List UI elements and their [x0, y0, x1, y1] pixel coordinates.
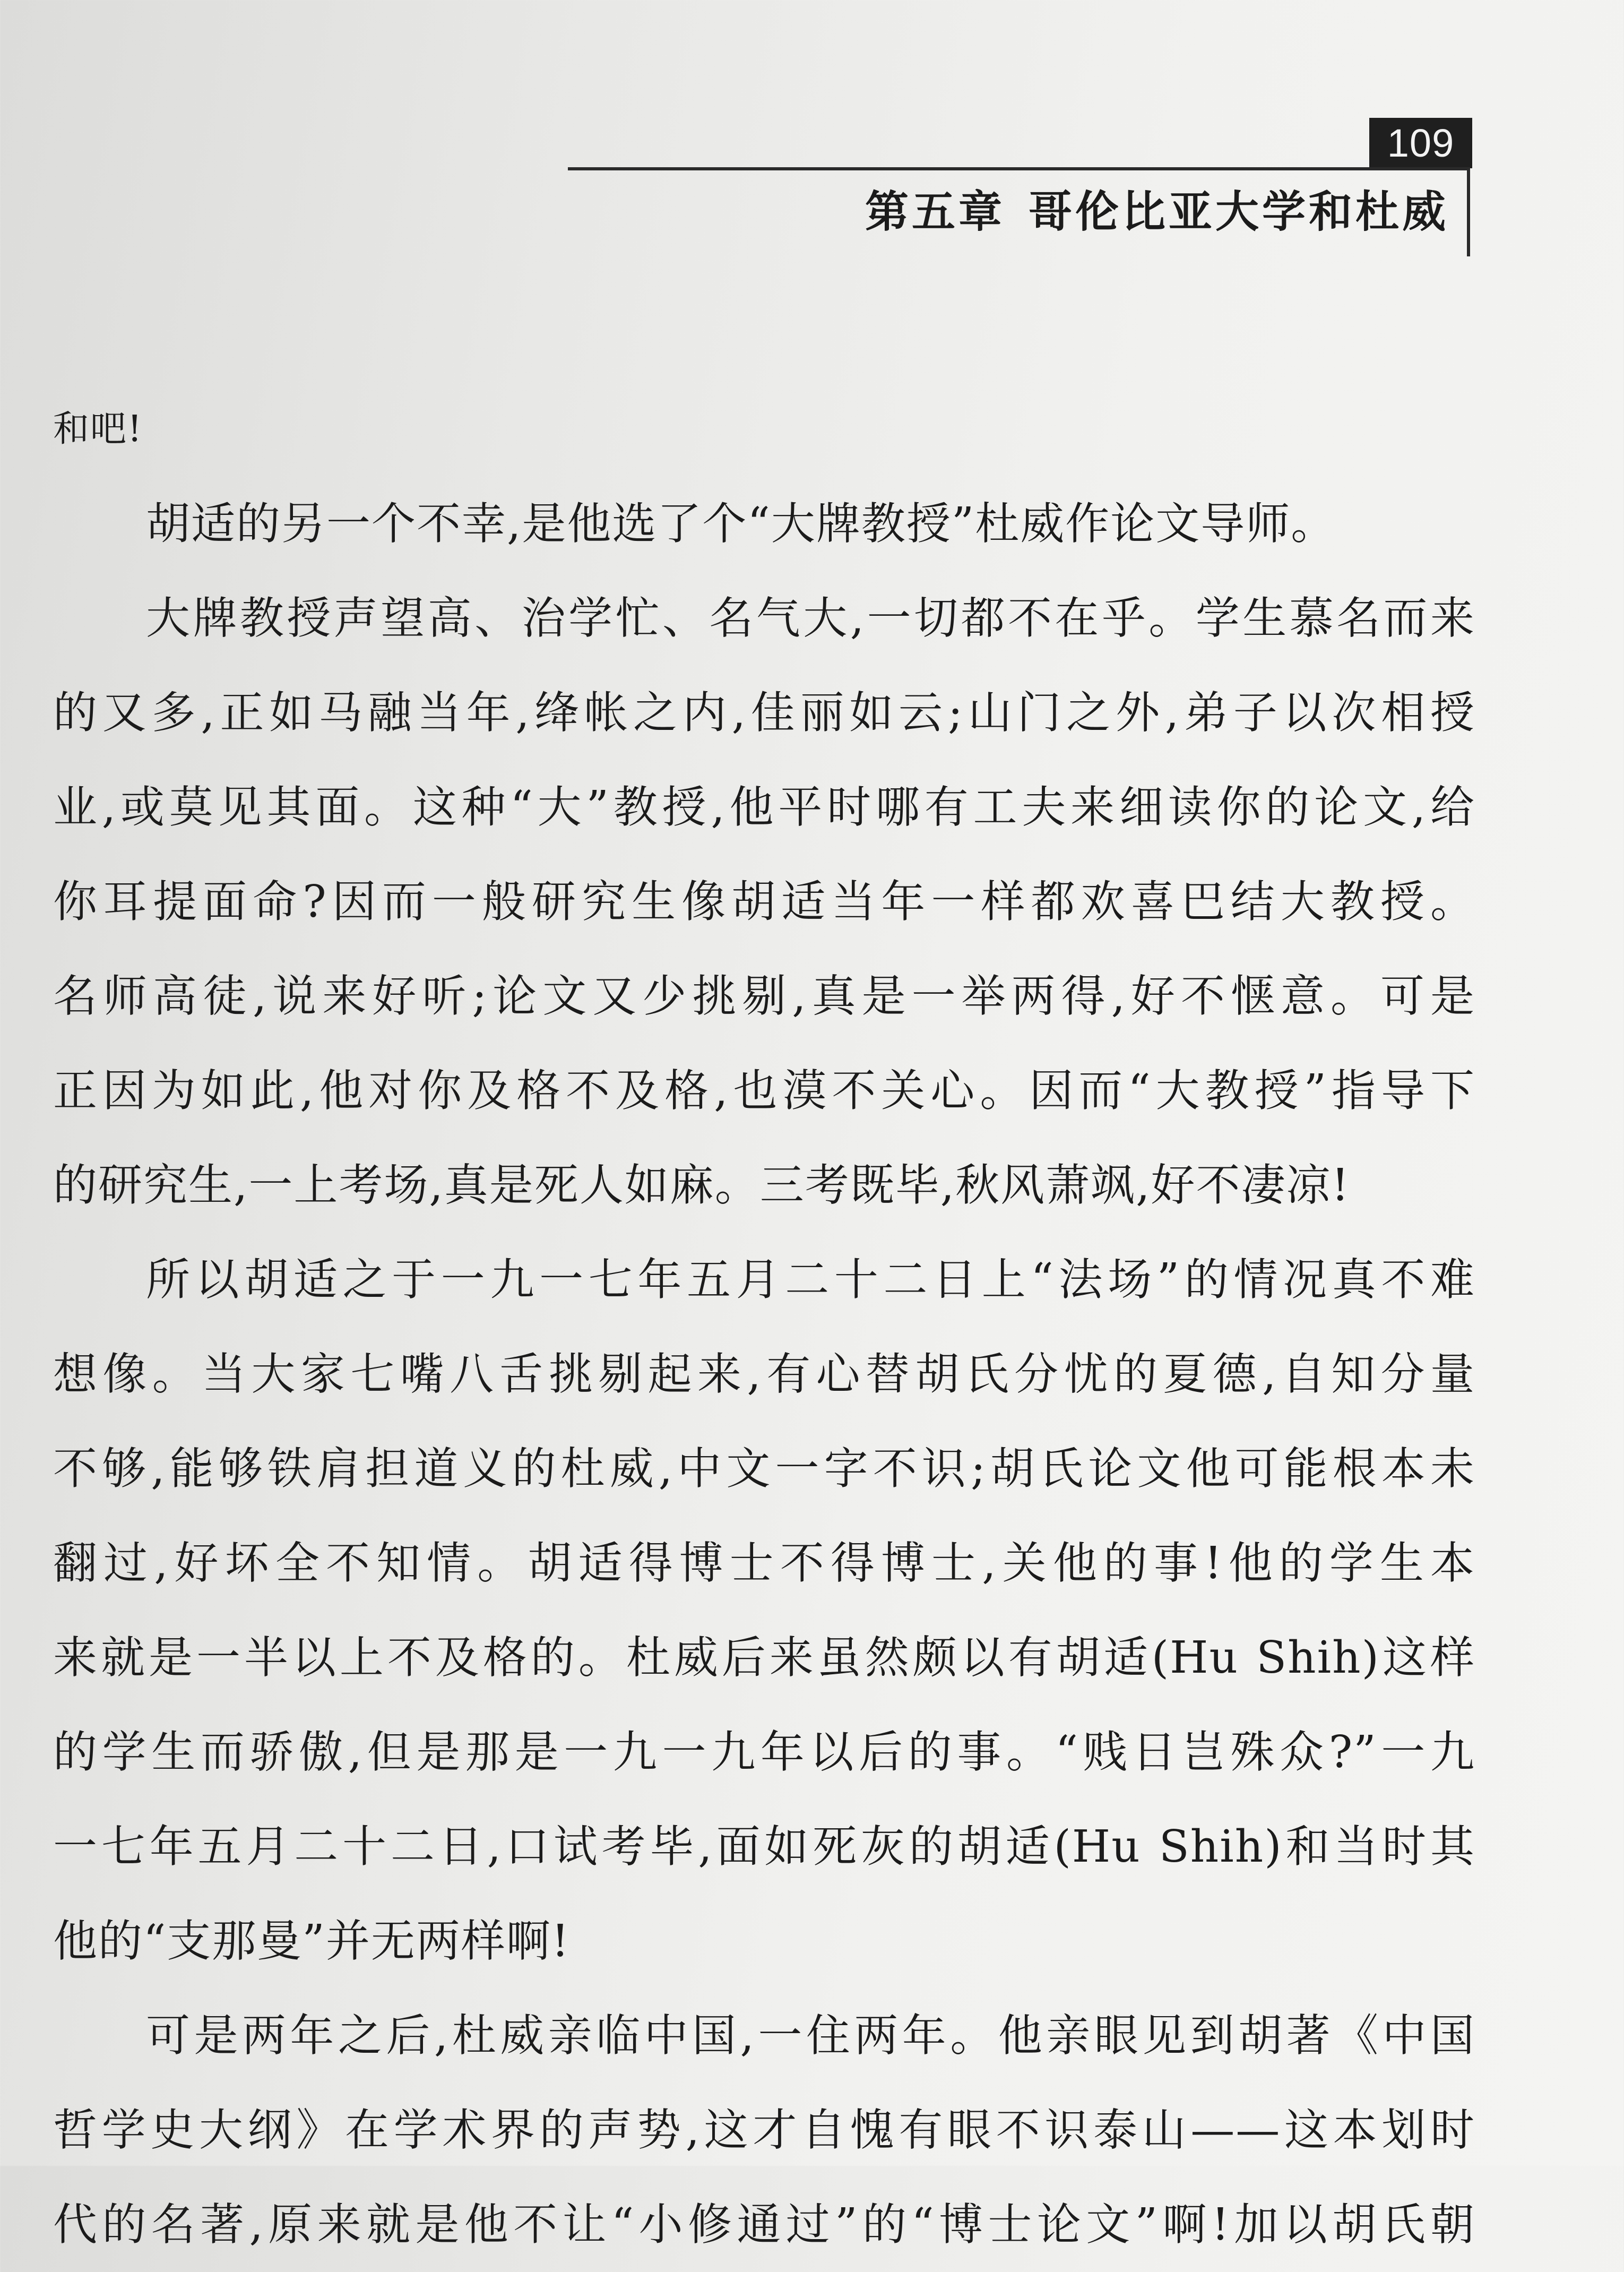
text-line: 胡适的另一个不幸,是他选了个“大牌教授”杜威作论文导师。: [146, 498, 1336, 549]
body-text: [53, 382, 1475, 2272]
text-line: 来就是一半以上不及格的。杜威后来虽然颇以有胡适(Hu Shih)这样: [53, 1632, 1475, 1683]
text-line: 大牌教授声望高、治学忙、名气大,一切都不在乎。学生慕名而来: [146, 592, 1475, 644]
chapter-number: 第五章: [865, 187, 1005, 237]
running-head: [637, 183, 1449, 242]
text-line: 想像。当大家七嘴八舌挑剔起来,有心替胡氏分忧的夏德,自知分量: [53, 1348, 1475, 1400]
header-vertical-rule: [1467, 169, 1470, 256]
text-line: 翻过,好坏全不知情。胡适得博士不得博士,关他的事!他的学生本: [53, 1537, 1475, 1589]
text-line: 你耳提面命?因而一般研究生像胡适当年一样都欢喜巴结大教授。: [53, 876, 1475, 927]
text-line: 可是两年之后,杜威亲临中国,一住两年。他亲眼见到胡著《中国: [146, 2010, 1475, 2061]
text-line: 代的名著,原来就是他不让“小修通过”的“博士论文”啊!加以胡氏朝: [53, 2199, 1475, 2250]
text-line: 的研究生,一上考场,真是死人如麻。三考既毕,秋风萧飒,好不凄凉!: [53, 1159, 1350, 1211]
text-line: 一七年五月二十二日,口试考毕,面如死灰的胡适(Hu Shih)和当时其: [53, 1821, 1475, 1872]
text-line: 哲学史大纲》在学术界的声势,这才自愧有眼不识泰山——这本划时: [53, 2104, 1475, 2156]
header-rule: [568, 167, 1470, 170]
text-line: 的学生而骄傲,但是那是一九一九年以后的事。“贱日岂殊众?”一九: [53, 1726, 1475, 1778]
text-line: 业,或莫见其面。这种“大”教授,他平时哪有工夫来细读你的论文,给: [53, 781, 1475, 833]
text-line: 名师高徒,说来好听;论文又少挑剔,真是一举两得,好不惬意。可是: [53, 970, 1475, 1022]
text-line: 的又多,正如马融当年,绛帐之内,佳丽如云;山门之外,弟子以次相授: [53, 687, 1475, 738]
text-line: 正因为如此,他对你及格不及格,也漠不关心。因而“大教授”指导下: [53, 1065, 1475, 1116]
page-number: 109: [1369, 118, 1472, 168]
text-line: 不够,能够铁肩担道义的杜威,中文一字不识;胡氏论文他可能根本未: [53, 1443, 1475, 1494]
text-line: 和吧!: [53, 408, 143, 450]
chapter-title: 哥伦比亚大学和杜威: [1028, 187, 1449, 237]
text-line: 他的“支那曼”并无两样啊!: [53, 1915, 571, 1967]
text-line: 所以胡适之于一九一七年五月二十二日上“法场”的情况真不难: [146, 1254, 1475, 1305]
